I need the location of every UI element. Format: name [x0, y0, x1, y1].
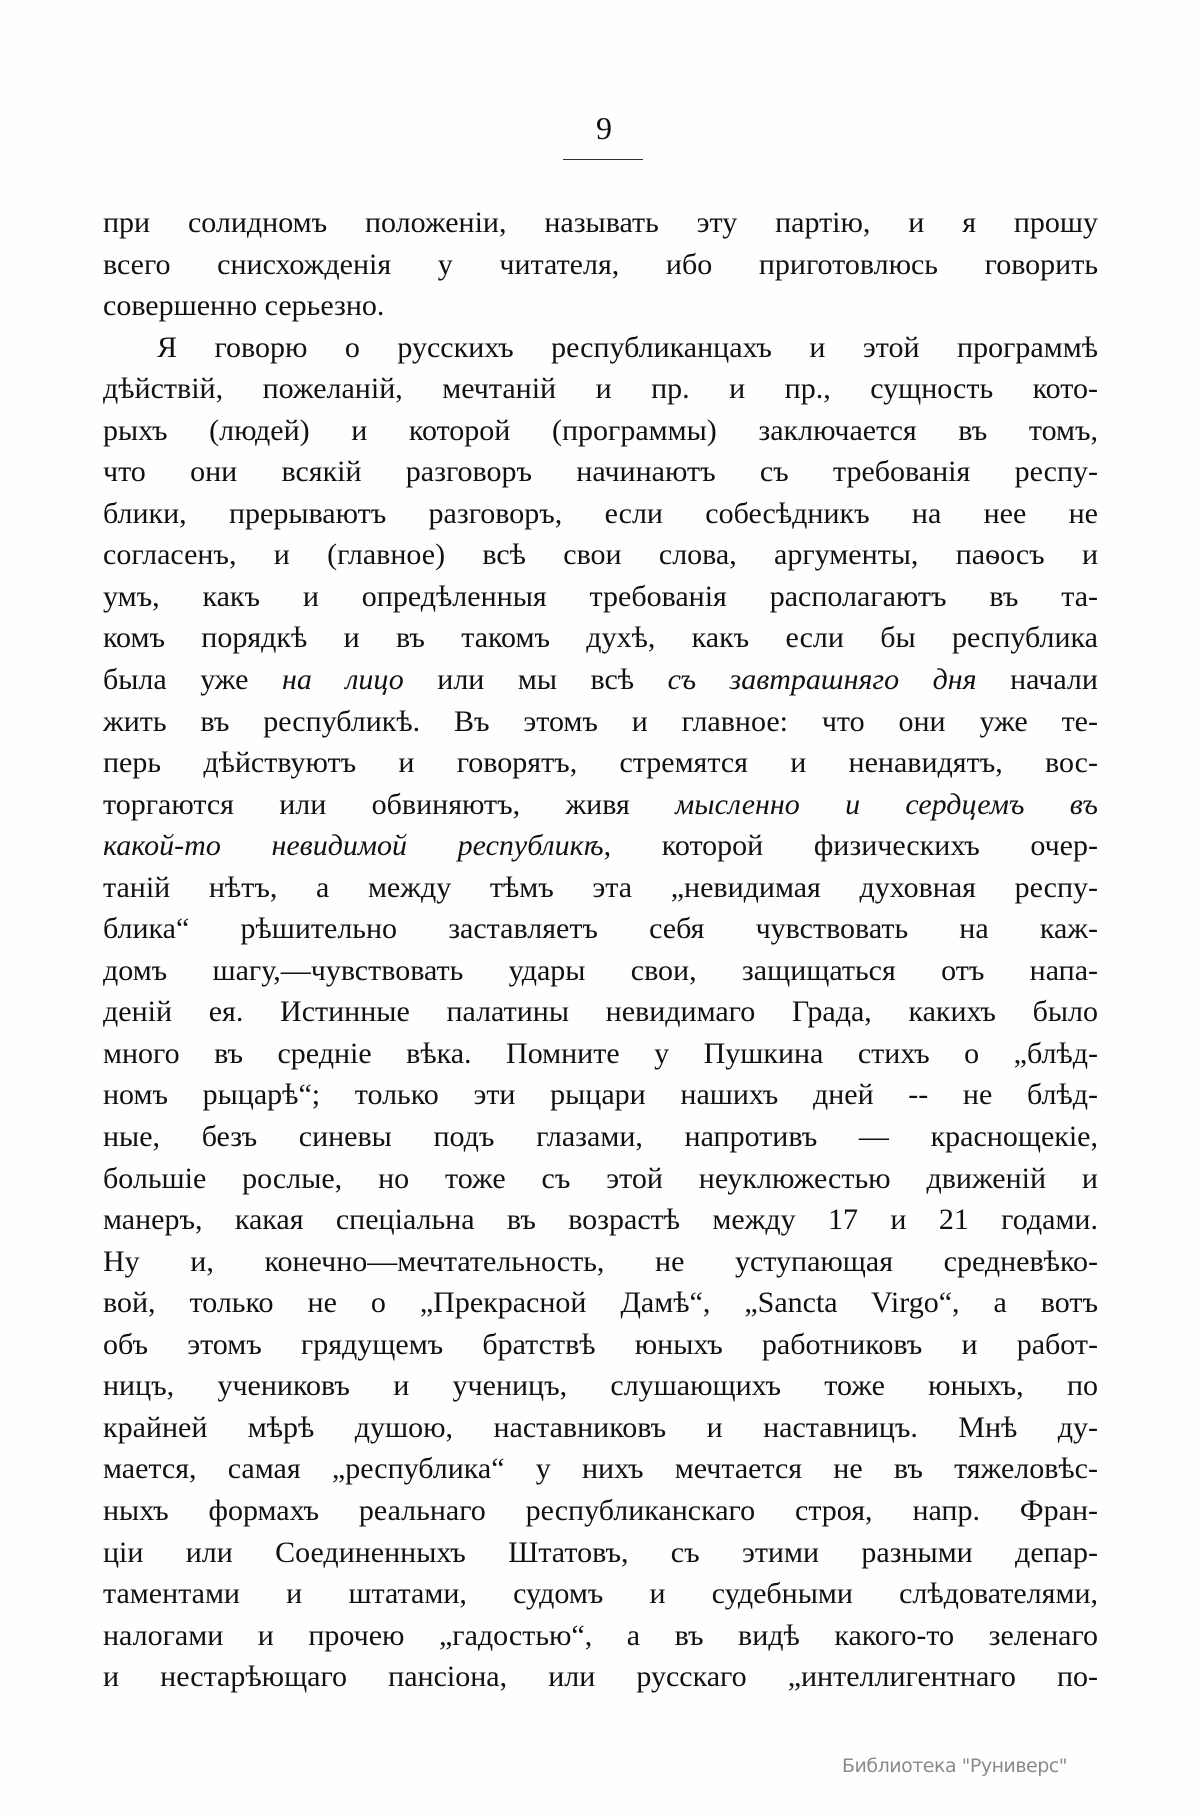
text-segment: ницъ, учениковъ и ученицъ, слушающихъ тоже юныхъ, по: [103, 1369, 1098, 1403]
text-segment: торгаются или обвиняютъ, живя: [103, 787, 676, 821]
text-segment: мается, самая „республика“ у нихъ мечтается не въ тяжеловѣс-: [103, 1452, 1098, 1486]
body-text: [103, 202, 1098, 1698]
text-segment: Ну и, конечно—мечтательность, не уступающая средневѣко-: [103, 1244, 1098, 1278]
text-segment: таментами и штатами, судомъ и судебными слѣдователями,: [103, 1577, 1098, 1611]
text-segment: или мы всѣ: [403, 663, 668, 697]
text-segment: совершенно серьезно.: [103, 289, 385, 323]
text-line: [103, 576, 1098, 618]
text-segment: комъ порядкѣ и въ такомъ духѣ, какъ если бы республика: [103, 621, 1098, 655]
text-line: [103, 617, 1098, 659]
text-line: [103, 1532, 1098, 1574]
text-line: [103, 451, 1098, 493]
text-segment: умъ, какъ и опредѣленныя требованія располагаютъ въ та-: [103, 579, 1098, 613]
text-line: [103, 659, 1098, 701]
text-line: [103, 368, 1098, 410]
text-segment: домъ шагу,—чувствовать удары свои, защищаться отъ напа-: [103, 953, 1098, 987]
text-line: [103, 867, 1098, 909]
text-line: [103, 285, 1098, 327]
italic-text: какой-то невидимой республикѣ: [103, 829, 604, 863]
text-segment: деній ея. Истинные палатины невидимаго Града, какихъ было: [103, 995, 1098, 1029]
text-line: [103, 742, 1098, 784]
text-line: [103, 1448, 1098, 1490]
text-segment: начали: [976, 663, 1098, 697]
text-segment: вой, только не о „Прекрасной Дамѣ“, „Sancta Virgo“, а вотъ: [103, 1286, 1098, 1320]
italic-text: на лицо: [281, 663, 404, 697]
text-segment: была уже: [103, 663, 282, 697]
text-segment: ціи или Соединенныхъ Штатовъ, съ этими разными депар-: [103, 1535, 1098, 1569]
text-line: [103, 1615, 1098, 1657]
text-segment: крайней мѣрѣ душою, наставниковъ и наставницъ. Мнѣ ду-: [103, 1410, 1098, 1444]
italic-text: мысленно и сердцемъ въ: [675, 787, 1098, 821]
text-line: [103, 1074, 1098, 1116]
library-watermark: Библиотека "Руниверс": [842, 1755, 1067, 1777]
text-segment: и нестарѣющаго пансіона, или русскаго „интеллигентнаго по-: [103, 1660, 1098, 1694]
text-segment: номъ рыцарѣ“; только эти рыцари нашихъ дней -- не блѣд-: [103, 1078, 1098, 1112]
text-segment: большіе рослые, но тоже съ этой неуклюжестью движеній и: [103, 1161, 1098, 1195]
text-line: [103, 202, 1098, 244]
text-segment: блики, прерываютъ разговоръ, если собесѣдникъ на нее не: [103, 496, 1098, 530]
text-segment: много въ средніе вѣка. Помните у Пушкина стихъ о „блѣд-: [103, 1036, 1098, 1070]
text-line: [103, 991, 1098, 1033]
text-line: [103, 534, 1098, 576]
text-line: [103, 410, 1098, 452]
text-line: [103, 1033, 1098, 1075]
text-segment: рыхъ (людей) и которой (программы) заключается въ томъ,: [103, 413, 1098, 447]
text-line: [103, 1282, 1098, 1324]
text-segment: перь дѣйствуютъ и говорятъ, стремятся и ненавидятъ, вос-: [103, 746, 1098, 780]
text-line: [103, 825, 1098, 867]
text-segment: дѣйствій, пожеланій, мечтаній и пр. и пр., сущность кото-: [103, 372, 1098, 406]
text-line: [103, 1656, 1098, 1698]
text-line: [103, 244, 1098, 286]
text-line: [103, 784, 1098, 826]
text-line: [103, 908, 1098, 950]
text-segment: ныхъ формахъ реальнаго республиканскаго строя, напр. Фран-: [103, 1493, 1098, 1527]
text-line: [103, 701, 1098, 743]
text-line: [103, 327, 1098, 369]
text-segment: объ этомъ грядущемъ братствѣ юныхъ работниковъ и работ-: [103, 1327, 1098, 1361]
text-line: [103, 1490, 1098, 1532]
text-line: [103, 1573, 1098, 1615]
text-segment: жить въ республикѣ. Въ этомъ и главное: что они уже те-: [103, 704, 1098, 738]
text-segment: налогами и прочею „гадостью“, а въ видѣ какого-то зеленаго: [103, 1618, 1098, 1652]
text-segment: Я говорю о русскихъ республиканцахъ и этой программѣ: [157, 330, 1098, 364]
text-segment: всего снисхожденія у читателя, ибо приготовлюсь говорить: [103, 247, 1098, 281]
text-line: [103, 1116, 1098, 1158]
text-line: [103, 1241, 1098, 1283]
italic-text: съ завтрашняго дня: [667, 663, 977, 697]
text-segment: ные, безъ синевы подъ глазами, напротивъ — краснощекіе,: [103, 1120, 1098, 1154]
text-segment: согласенъ, и (главное) всѣ свои слова, аргументы, паѳосъ и: [103, 538, 1098, 572]
text-segment: при солидномъ положеніи, называть эту партію, и я прошу: [103, 206, 1098, 239]
text-segment: блика“ рѣшительно заставляетъ себя чувствовать на каж-: [103, 912, 1098, 946]
text-line: [103, 950, 1098, 992]
text-line: [103, 1158, 1098, 1200]
text-segment: что они всякій разговоръ начинаютъ съ требованія респу-: [103, 455, 1098, 489]
page-number: 9: [596, 110, 612, 146]
text-segment: , которой физическихъ очер-: [603, 829, 1098, 863]
text-line: [103, 1199, 1098, 1241]
text-line: [103, 493, 1098, 535]
text-line: [103, 1407, 1098, 1449]
text-line: [103, 1365, 1098, 1407]
text-segment: манеръ, какая спеціальна въ возрастѣ между 17 и 21 годами.: [103, 1203, 1098, 1237]
text-segment: таній нѣтъ, а между тѣмъ эта „невидимая духовная респу-: [103, 870, 1098, 904]
page-number-rule: [563, 159, 643, 160]
text-line: [103, 1324, 1098, 1366]
